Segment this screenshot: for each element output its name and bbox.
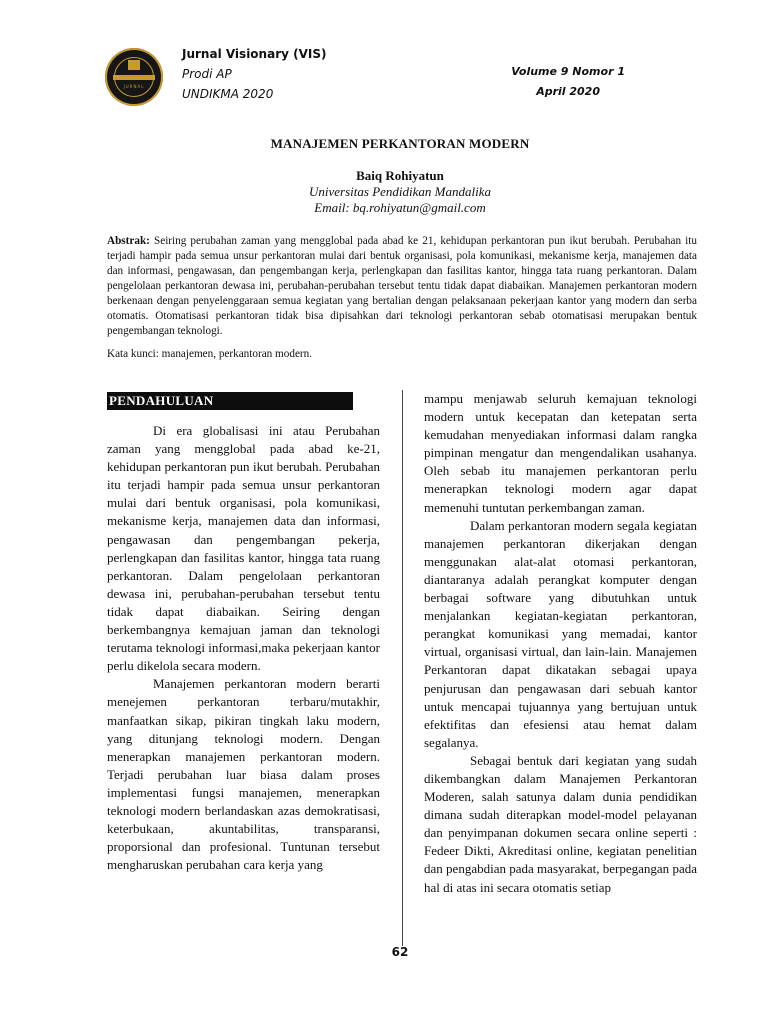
journal-header (105, 40, 675, 120)
page-number: 62 (391, 945, 409, 959)
article-title: MANAJEMEN PERKANTORAN MODERN (270, 136, 530, 151)
abstract-text: Seiring perubahan zaman yang mengglobal pada abad ke 21, kehidupan perkantoran pun ikut berubah. Perubahan itu terjadi hampir pada semua unsur perkantoran mulai dari bentuk organisasi, pola komunikasi, mekanisme kerja, manajemen data dan informasi, pengawasan, dan pengembangan kerja, perlengkapan dan fasilitas kantor, hingga tata ruang perkantoran. Dalam pengelolaan perkantoran dewasa ini, perubahan-perubahan tersebut tentu tidak dapat diabaikan. Manajemen perkantoran modern berkenaan dengan penyelenggaraan semua kegiatan yang bertalian dengan pelaksanaan pekerjaan kantor yang modern dan serba otomatis. Otomatisasi perkantoran tidak bisa dipisahkan dari teknologi perkantoran sebab otomatisasi merupakan bentuk pengembangan teknologi. (107, 235, 697, 337)
journal-name: Jurnal Visionary (VIS) (182, 47, 327, 61)
logo-emblem (128, 60, 140, 70)
journal-logo-icon (105, 48, 163, 106)
body-paragraph: mampu menjawab seluruh kemajuan teknologi modern untuk kecepatan dan ketepatan serta kemudahan menyediakan informasi dalam rangka pimpinan mengatur dan mengendalikan usahanya. Oleh sebab itu manajemen perkantoran perlu menerapkan teknologi modern agar dapat memenuhi tuntutan perkembangan zaman. (424, 391, 697, 515)
keywords: Kata kunci: manajemen, perkantoran modern. (107, 348, 313, 360)
journal-info (182, 44, 326, 104)
journal-volume: Volume 9 Nomor 1 (511, 65, 625, 78)
journal-university: UNDIKMA 2020 (182, 87, 274, 101)
volume-info (511, 62, 625, 102)
journal-prodi: Prodi AP (182, 67, 232, 81)
author-block (0, 168, 768, 216)
right-column (424, 390, 697, 897)
logo-lettering: JURNAL (123, 84, 145, 89)
logo-band (113, 75, 155, 80)
body-paragraph: Di era globalisasi ini atau Perubahan zaman yang mengglobal pada abad ke-21, kehidupan perkantoran pun ikut berubah. Perubahan itu terjadi hampir pada semua unsur perkantoran mulai dari bentuk organisasi, pola komunikasi, mekanisme kerja, manajemen data dan informasi, pengawasan dan pengembangan pekerja, perlengkapan dan fasilitas kantor, hingga tata ruang perkantoran. Dalam pengelolaan perkantoran dewasa ini, perubahan-perubahan tersebut tentu tidak dapat diabaikan. Seiring dengan berkembangnya kemajuan jaman dan teknologi terutama teknologi informasi,maka pekerjaan kantor perlu dikelola secara modern. (107, 423, 380, 674)
author-name: Baiq Rohiyatun (356, 168, 444, 183)
abstract (107, 234, 697, 339)
journal-date: April 2020 (536, 85, 600, 98)
column-divider (402, 390, 403, 946)
body-paragraph: Dalam perkantoran modern segala kegiatan manajemen perkantoran dikerjakan dengan menggunakan alat-alat otomasi perkantoran, diantaranya adalah perangkat komputer dengan berbagai software yang dibutuhkan untuk menjalankan kegiatan-kegiatan perkantoran, perangkat komunikasi yang memadai, kantor virtual, organisasi virtual, dan lain-lain. Manajemen Perkantoran dapat dikatakan sebagai upaya penjurusan dan pengawasan dari sebuah kantor untuk mencapai tujuannya yang bertujuan untuk efektifitas dan efesiensi atau hemat dalam segalanya. (424, 517, 697, 750)
section-heading: PENDAHULUAN (107, 392, 353, 410)
body-paragraph: Manajemen perkantoran modern berarti menejemen perkantoran terbaru/mutakhir, manfaatkan sikap, pikiran tingkah laku modern, yang ditunjang teknologi modern. Dengan menerapkan manajemen perkantoran modern. Terjadi perubahan luar biasa dalam proses implementasi fungsi manajemen, menerapkan teknologi modern berlandaskan azas demokratisasi, keterbukaan, akuntabilitas, transparansi, proporsional dan profesional. Tuntunan tersebut mengharuskan perubahan cara kerja yang (107, 676, 380, 873)
left-column (107, 390, 380, 874)
abstract-label: Abstrak: (107, 235, 150, 247)
body-paragraph: Sebagai bentuk dari kegiatan yang sudah dikembangkan dalam Manajemen Perkantoran Moderen, salah satunya dalam dunia pendidikan dimana sudah diterapkan model-model pelayanan dan penyimpanan dokumen secara online seperti : Fedeer Dikti, Akreditasi online, kegiatan penelitian dan pengabdian pada masyarakat, berpegangan pada hal di atas ini secara otomatis setiap (424, 752, 697, 895)
author-affiliation: Universitas Pendidikan Mandalika (309, 184, 491, 199)
author-email: Email: bq.rohiyatun@gmail.com (314, 200, 486, 215)
